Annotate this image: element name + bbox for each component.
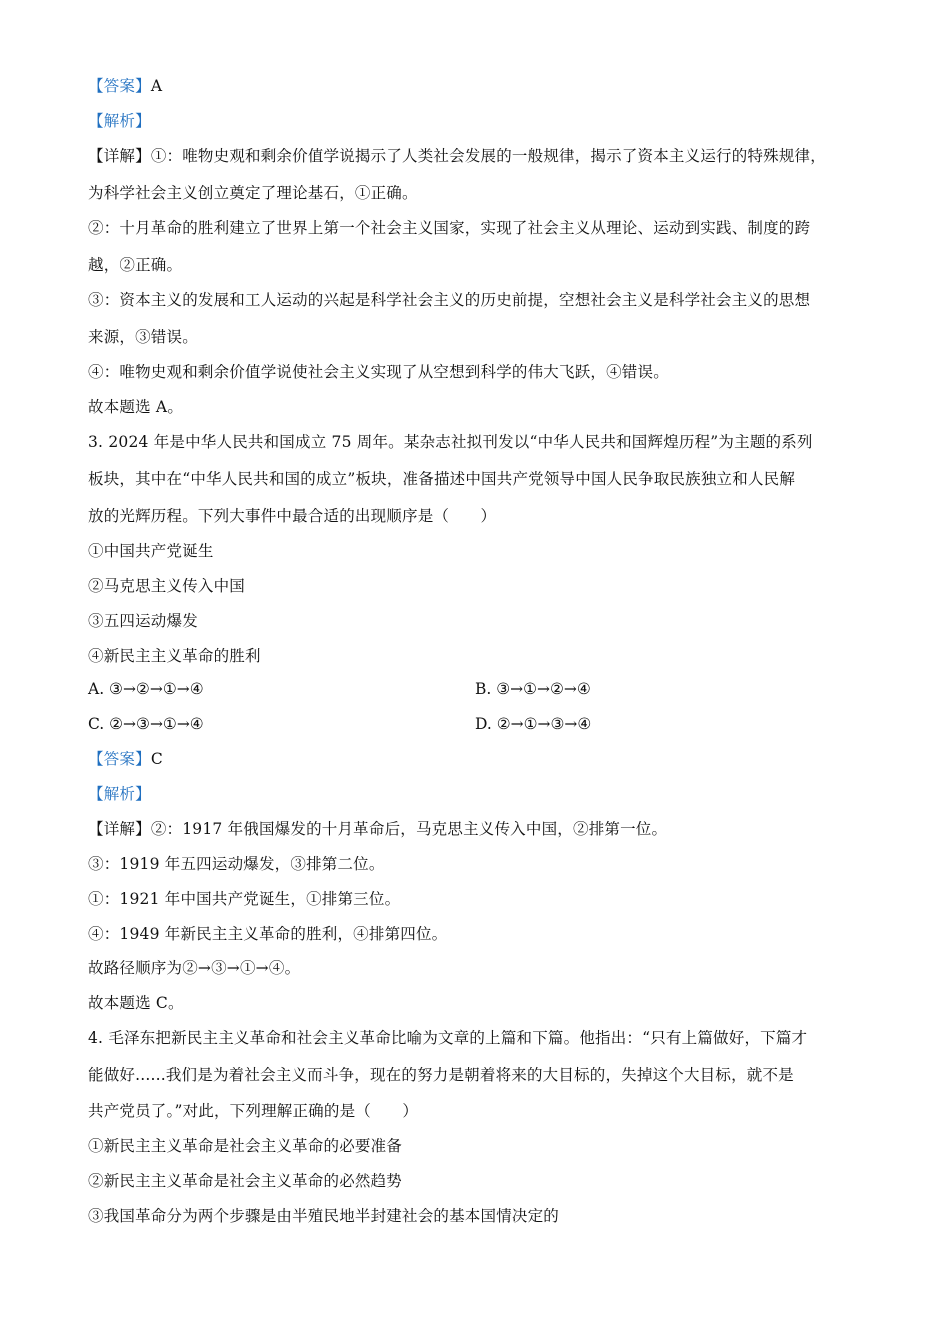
q3-analysis-label: 【解析】 [88,785,151,803]
q3-option-c: C. ②→③→①→④ [88,715,204,733]
answer-label: 【答案】 [88,750,151,768]
q3-item: ③五四运动爆发 [88,612,198,630]
q3-item: ④新民主主义革命的胜利 [88,647,261,665]
q2-detail-line-1 [88,146,826,166]
q3-detail-line-3: ①：1921 年中国共产党诞生，①排第三位。 [88,890,401,908]
q3-conclusion: 故本题选 C。 [88,994,184,1012]
q3-detail-line-1 [88,819,667,839]
q2-analysis-label: 【解析】 [88,112,151,130]
q4-stem-line-3: 共产党员了。”对此，下列理解正确的是（ ） [88,1102,419,1120]
q3-detail-line-4: ④：1949 年新民主主义革命的胜利，④排第四位。 [88,925,448,943]
q3-option-d: D. ②→①→③→④ [475,715,592,733]
q3-path: 故路径顺序为②→③→①→④。 [88,959,301,977]
q3-item: ①中国共产党诞生 [88,542,214,560]
q2-detail-line-3b: 来源，③错误。 [88,328,198,346]
q3-answer-line [88,749,163,769]
q2-detail-line-4: ④：唯物史观和剩余价值学说使社会主义实现了从空想到科学的伟大飞跃，④错误。 [88,363,669,381]
q4-item: ②新民主主义革命是社会主义革命的必然趋势 [88,1172,403,1190]
answer-value: A [150,77,163,95]
detail-label: 【详解】 [88,820,151,838]
answer-label: 【答案】 [88,77,151,95]
detail-text: ①：唯物史观和剩余价值学说揭示了人类社会发展的一般规律，揭示了资本主义运行的特殊规律， [150,147,826,165]
q2-detail-line-2b: 越，②正确。 [88,256,183,274]
detail-label: 【详解】 [88,147,151,165]
q3-option-b: B. ③→①→②→④ [475,680,591,698]
q4-item: ③我国革命分为两个步骤是由半殖民地半封建社会的基本国情决定的 [88,1207,560,1225]
q2-detail-line-1b: 为科学社会主义创立奠定了理论基石，①正确。 [88,184,418,202]
q2-conclusion: 故本题选 A。 [88,398,184,416]
q2-detail-line-2: ②：十月革命的胜利建立了世界上第一个社会主义国家，实现了社会主义从理论、运动到实践、制度的跨 [88,219,811,237]
q4-item: ①新民主主义革命是社会主义革命的必要准备 [88,1137,403,1155]
detail-text: ②：1917 年俄国爆发的十月革命后，马克思主义传入中国，②排第一位。 [150,820,668,838]
q3-stem-line-1: 3. 2024 年是中华人民共和国成立 75 周年。某杂志社拟刊发以“中华人民共和国辉煌历程”为主题的系列 [88,433,813,451]
q4-stem-line-2: 能做好......我们是为着社会主义而斗争，现在的努力是朝着将来的大目标的，失掉这个大目标，就不是 [88,1066,794,1084]
q3-stem-line-2: 板块，其中在“中华人民共和国的成立”板块，准备描述中国共产党领导中国人民争取民族独立和人民解 [88,470,796,488]
q2-detail-line-3: ③：资本主义的发展和工人运动的兴起是科学社会主义的历史前提，空想社会主义是科学社会主义的思想 [88,291,811,309]
q3-option-a: A. ③→②→①→④ [88,680,204,698]
q3-stem-line-3: 放的光辉历程。下列大事件中最合适的出现顺序是（ ） [88,507,497,525]
answer-value: C [150,750,163,768]
q3-detail-line-2: ③：1919 年五四运动爆发，③排第二位。 [88,855,385,873]
q2-answer-line [88,76,162,96]
q3-item: ②马克思主义传入中国 [88,577,246,595]
q4-stem-line-1: 4. 毛泽东把新民主主义革命和社会主义革命比喻为文章的上篇和下篇。他指出：“只有上篇做好，下篇才 [88,1029,808,1047]
